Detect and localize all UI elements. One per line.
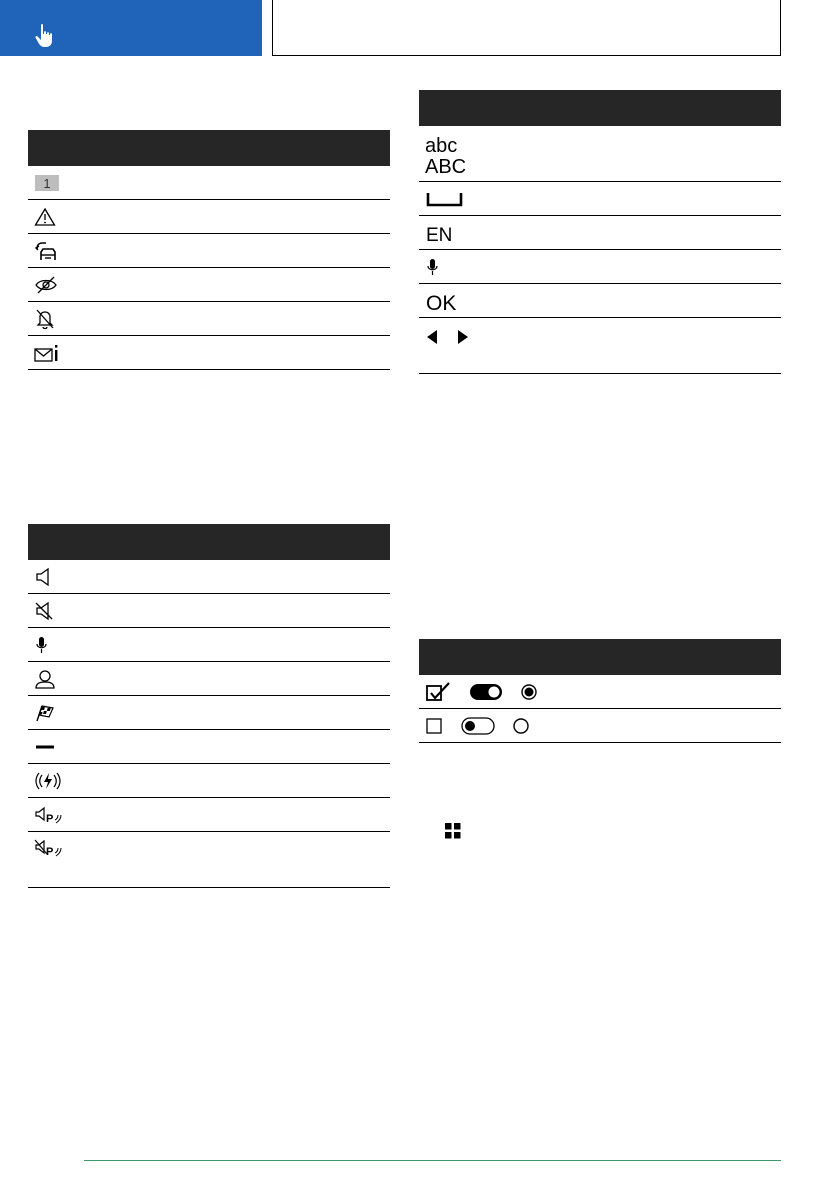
table-row [419, 216, 781, 250]
dash-icon [34, 737, 56, 757]
bell-crossed-icon [34, 308, 56, 330]
apps-grid-icon [444, 822, 462, 840]
abc-case-icon [424, 132, 474, 176]
toggle-on-icon [469, 681, 521, 703]
checkbox-unchecked-icon [425, 715, 455, 737]
table-row [419, 182, 781, 216]
table-row [28, 764, 390, 798]
warning-triangle-icon [34, 207, 56, 227]
table-row [28, 560, 390, 594]
radio-unselected-icon [511, 716, 531, 736]
person-icon [34, 668, 56, 690]
svg-text:P: P [46, 846, 54, 858]
header-title-box [272, 0, 781, 56]
table-header [28, 524, 390, 560]
table-row [419, 318, 781, 374]
lightning-waves-icon [34, 770, 62, 792]
table-row [419, 709, 781, 743]
svg-text:P: P [46, 812, 54, 825]
table-header [419, 90, 781, 126]
ok-label: OK [426, 291, 457, 313]
microphone-icon [34, 635, 50, 655]
car-front-icon [34, 240, 58, 262]
eye-crossed-icon [34, 275, 58, 295]
speaker-icon [34, 567, 56, 587]
pointing-hand-icon [34, 23, 58, 49]
arrow-left-right-icon [425, 328, 473, 346]
table-row [419, 126, 781, 182]
space-bar-icon [425, 189, 465, 209]
speaker-p-waves-crossed-icon [34, 838, 64, 858]
table-row [28, 832, 390, 888]
table-row [419, 250, 781, 284]
language-icon [425, 222, 465, 244]
table-row [28, 730, 390, 764]
table-row [28, 302, 390, 336]
table-header [28, 130, 390, 166]
table-row [28, 336, 390, 370]
status-icons-table [28, 130, 390, 370]
ok-icon [425, 289, 465, 313]
table-row [28, 166, 390, 200]
language-label: EN [426, 224, 453, 244]
badge-label: 1 [43, 175, 51, 191]
abc-lower: abc [425, 134, 458, 157]
table-row [419, 284, 781, 318]
selection-controls-table [419, 639, 781, 743]
checkbox-checked-icon [425, 681, 455, 703]
radio-selected-icon [519, 682, 539, 702]
table-row [28, 798, 390, 832]
envelope-info-icon [34, 343, 60, 363]
header-tab [0, 0, 262, 56]
table-row [28, 628, 390, 662]
audio-icons-table [28, 524, 390, 888]
table-row [28, 696, 390, 730]
speaker-p-waves-icon [34, 805, 64, 825]
table-row [419, 675, 781, 709]
speaker-muted-icon [34, 601, 56, 621]
table-row [28, 268, 390, 302]
checkered-flag-icon [34, 703, 56, 723]
microphone-icon [425, 257, 441, 277]
numbered-badge-icon [34, 174, 60, 192]
table-row [28, 662, 390, 696]
table-row [28, 200, 390, 234]
input-icons-table [419, 90, 781, 374]
footer-rule [84, 1160, 781, 1161]
table-row [28, 234, 390, 268]
table-row [28, 594, 390, 628]
toggle-off-icon [461, 715, 513, 737]
abc-upper: ABC [425, 155, 467, 176]
table-header [419, 639, 781, 675]
